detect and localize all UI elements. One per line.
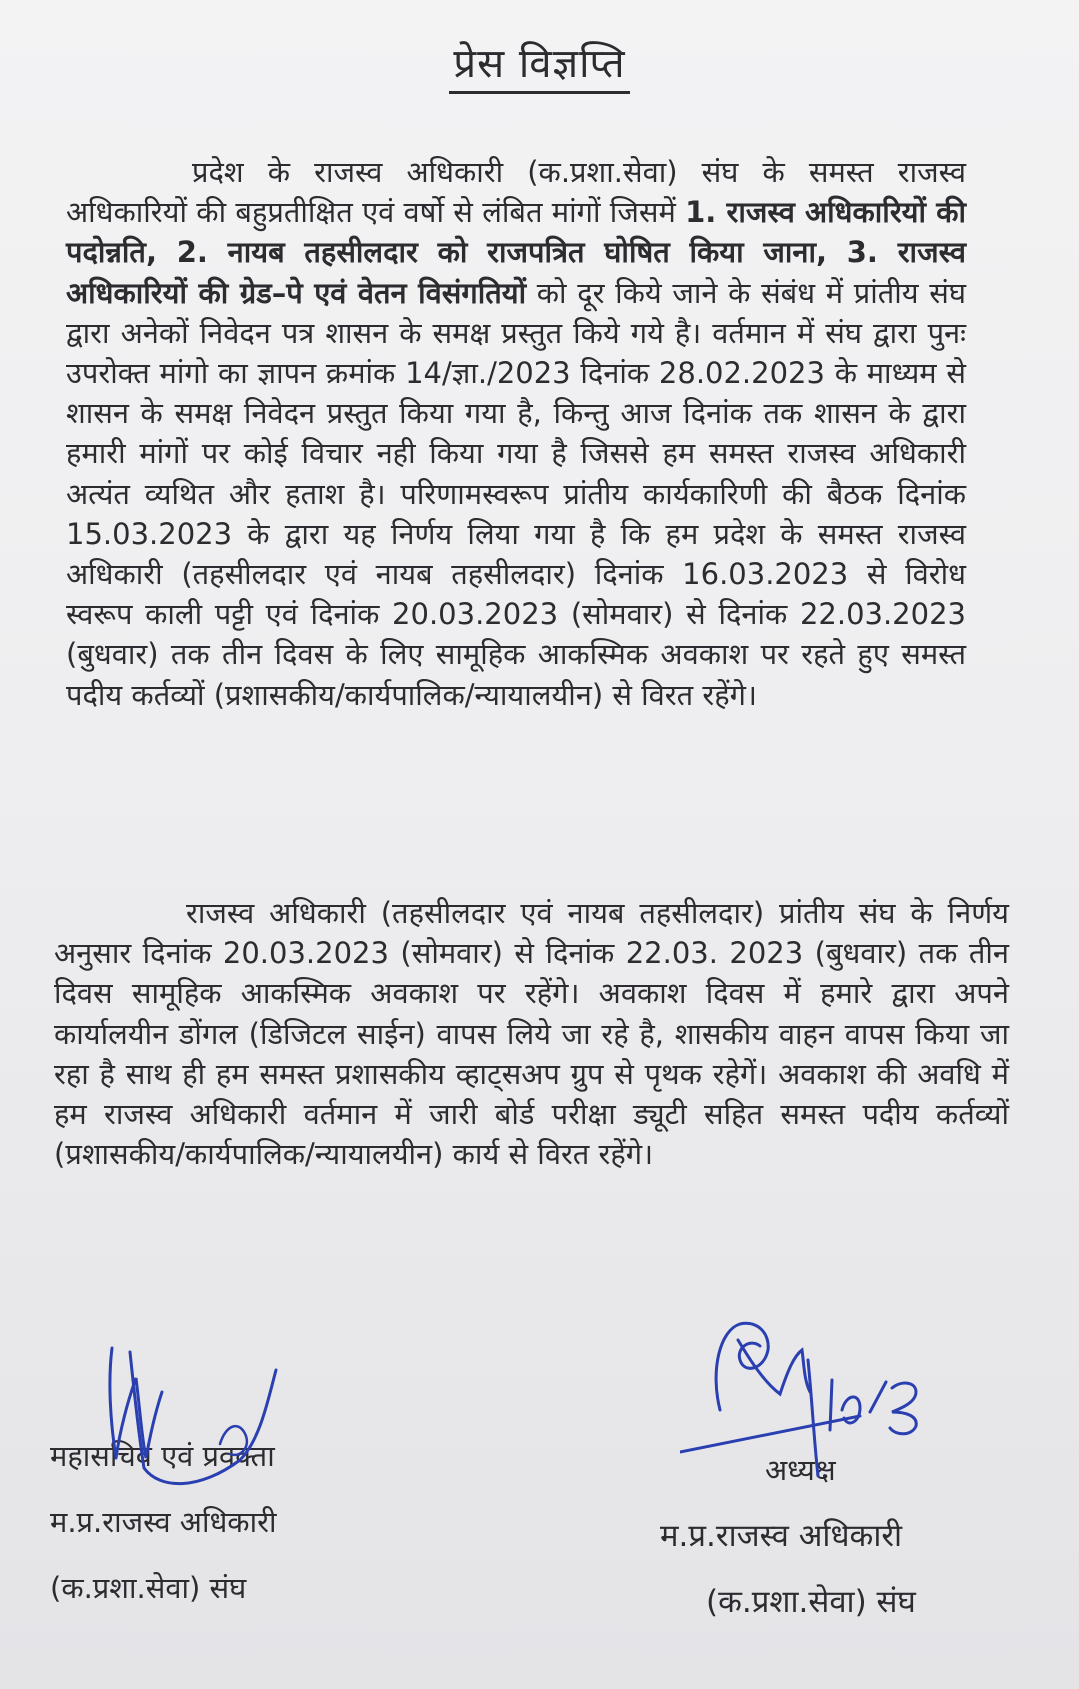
title-text: प्रेस विज्ञप्ति <box>449 41 629 94</box>
paragraph-1-demands: 1. राजस्व अधिकारियों की पदोन्नति, 2. नायब तहसीलदार को राजपत्रित घोषित किया जाना, 3. राजस्व अधिकारियों की ग्रेड–पे एवं वेतन विसंगतियों <box>66 195 966 310</box>
paragraph-1-text-b: को दूर किये जाने के संबंध में प्रांतीय संघ द्वारा अनेकों निवेदन पत्र शासन के समक्ष प्रस्तुत किये गये है। वर्तमान में संघ द्वारा पुनः उपरोक्त मांगो का ज्ञापन क्रमांक 14/ज्ञा./2023 दिनांक 28.02.2023 के माध्यम से शासन के समक्ष निवेदन प्रस्तुत किया गया है, किन्तु आज दिनांक तक शासन के द्वारा हमारी मांगों पर कोई विचार नही किया गया है जिससे हम समस्त राजस्व अधिकारी अत्यंत व्यथित और हताश है। परिणामस्वरूप प्रांतीय कार्यकारिणी की बैठक दिनांक 15.03.2023 के द्वारा यह निर्णय लिया गया है कि हम प्रदेश के समस्त राजस्व अधिकारी (तहसीलदार एवं नायब तहसीलदार) दिनांक 16.03.2023 से विरोध स्वरूप काली पट्टी एवं दिनांक 20.03.2023 (सोमवार) से दिनांक 22.03.2023 (बुधवार) तक तीन दिवस के लिए सामूहिक आकस्मिक अवकाश पर रहते हुए समस्त पदीय कर्तव्यों (प्रशासकीय/कार्यपालिक/न्यायालयीन) से विरत रहेंगे। <box>66 275 966 712</box>
signatory-left-service: (क.प्रशा.सेवा) संघ <box>50 1571 247 1605</box>
signatory-right-service: (क.प्रशा.सेवा) संघ <box>706 1584 916 1620</box>
signatory-left-org: म.प्र.राजस्व अधिकारी <box>50 1505 277 1539</box>
paragraph-1 <box>66 152 966 715</box>
signatory-left <box>50 1423 276 1621</box>
paragraph-1-text-a: प्रदेश के राजस्व अधिकारी (क.प्रशा.सेवा) संघ के समस्त राजस्व अधिकारियों की बहुप्रतीक्षित एवं वर्षो से लंबित मांगों जिसमें <box>66 155 966 230</box>
signatory-right-org: म.प्र.राजस्व अधिकारी <box>660 1518 903 1554</box>
signatory-left-designation: महासचिव एवं प्रवक्ता <box>50 1439 275 1473</box>
page-title <box>0 34 1079 89</box>
paragraph-2-text: राजस्व अधिकारी (तहसीलदार एवं नायब तहसीलदार) प्रांतीय संघ के निर्णय अनुसार दिनांक 20.03.2023 (सोमवार) से दिनांक 22.03. 2023 (बुधवार) तक तीन दिवस सामूहिक आकस्मिक अवकाश पर रहेंगे। अवकाश दिवस में हमारे द्वारा अपने कार्यालयीन डोंगल (डिजिटल साईन) वापस लिये जा रहे है, शासकीय वाहन वापस किया जा रहा है साथ ही हम समस्त प्रशासकीय व्हाट्सअप ग्रुप से पृथक रहेगें। अवकाश की अवधि में हम राजस्व अधिकारी वर्तमान में जारी बोर्ड परीक्षा ड्यूटी सहित समस्त पदीय कर्तव्यों (प्रशासकीय/कार्यपालिक/न्यायालयीन) कार्य से विरत रहेंगे। <box>54 896 1009 1172</box>
paragraph-2 <box>54 893 1009 1174</box>
signatory-right-designation: अध्यक्ष <box>765 1453 836 1487</box>
signatory-right <box>660 1437 916 1635</box>
